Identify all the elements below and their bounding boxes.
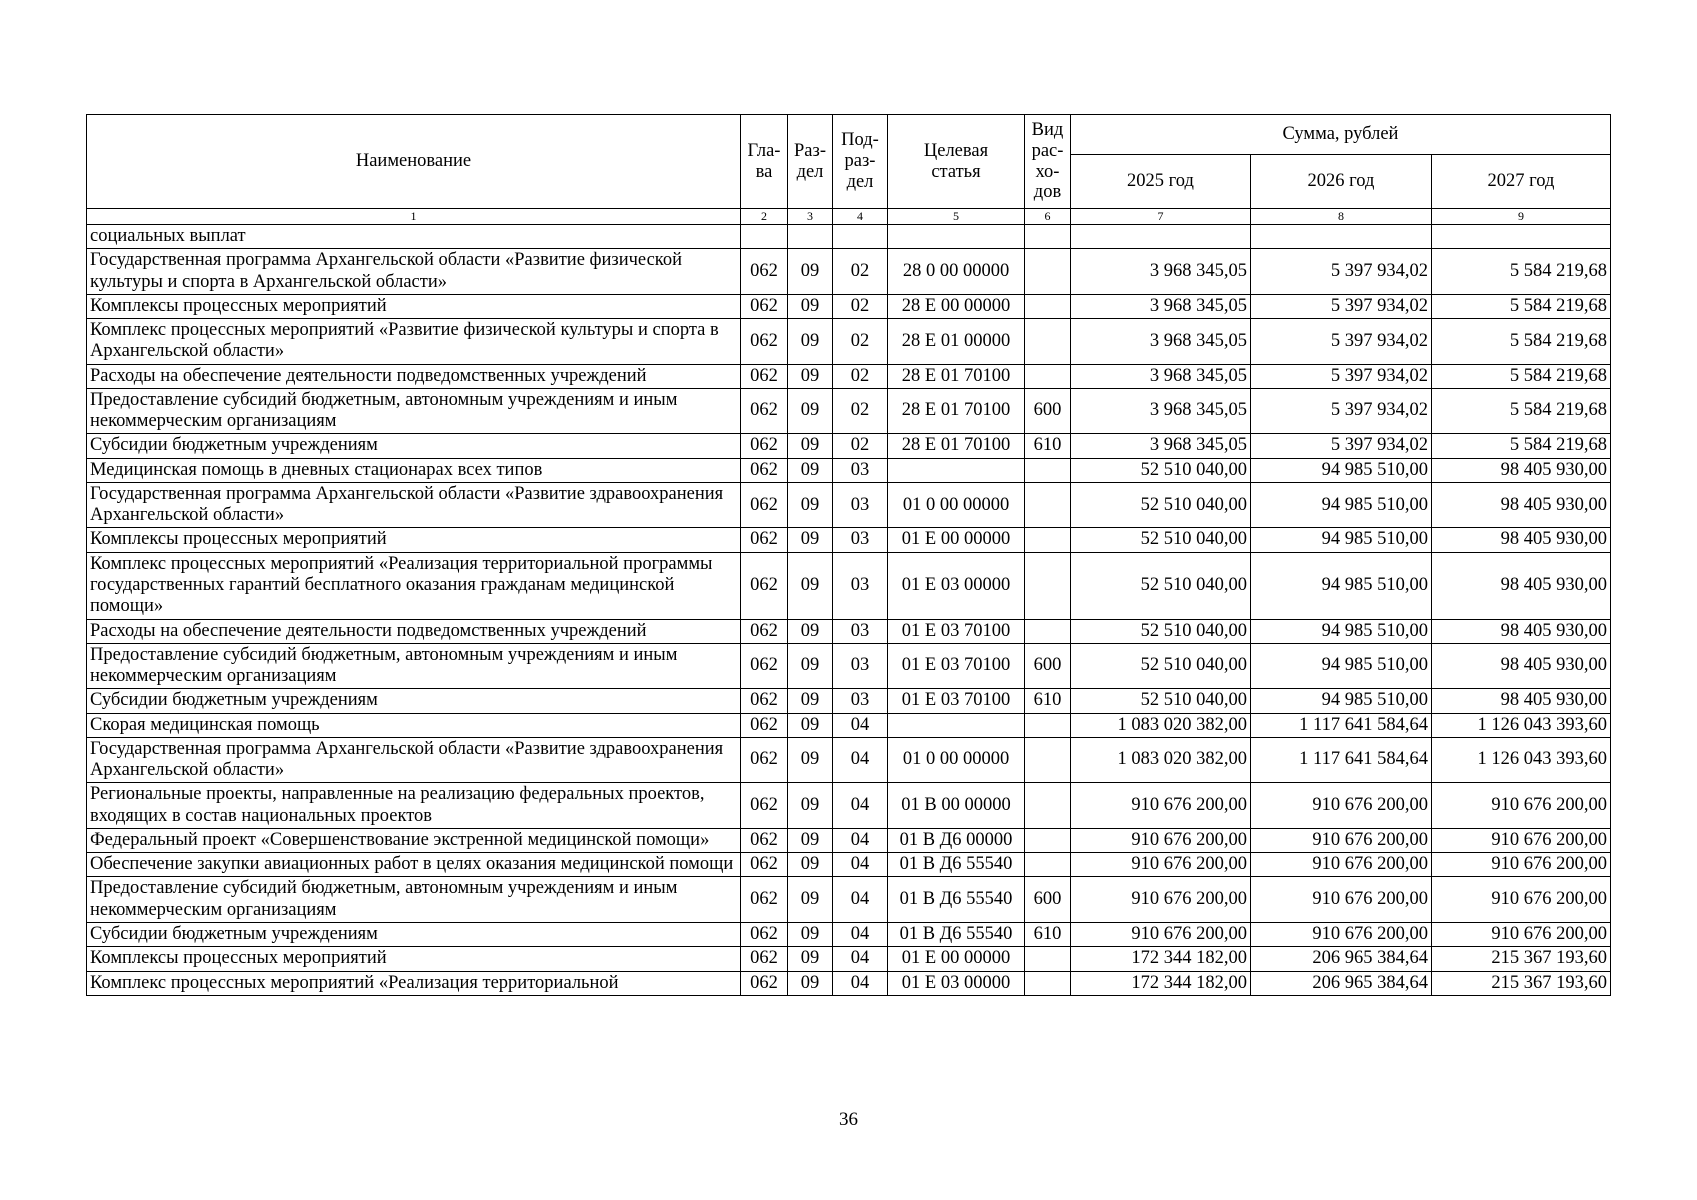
header-razdel-text: Раз- дел xyxy=(794,140,826,182)
page-number: 36 xyxy=(839,1109,858,1130)
row-podrazdel: 04 xyxy=(833,828,888,852)
row-vid-rashodov xyxy=(1025,249,1071,295)
row-vid-rashodov: 600 xyxy=(1025,877,1071,923)
row-name: Комплекс процессных мероприятий «Реализация территориальной xyxy=(87,971,741,995)
row-amount-2025: 52 510 040,00 xyxy=(1071,528,1251,552)
table-row xyxy=(87,458,1611,482)
row-name: Субсидии бюджетным учреждениям xyxy=(87,434,741,458)
row-amount-2026: 910 676 200,00 xyxy=(1251,783,1432,829)
row-name: Государственная программа Архангельской области «Развитие здравоохранения Архангельской области» xyxy=(87,737,741,783)
row-celevaya-statya: 28 Е 01 70100 xyxy=(888,364,1025,388)
row-amount-2027: 910 676 200,00 xyxy=(1432,783,1611,829)
header-year-2026: 2026 год xyxy=(1251,155,1432,209)
row-amount-2026: 94 985 510,00 xyxy=(1251,482,1432,528)
row-amount-2027: 1 126 043 393,60 xyxy=(1432,713,1611,737)
row-amount-2025: 910 676 200,00 xyxy=(1071,877,1251,923)
row-amount-2027: 910 676 200,00 xyxy=(1432,877,1611,923)
row-name: Комплексы процессных мероприятий xyxy=(87,294,741,318)
row-glava: 062 xyxy=(741,482,788,528)
row-glava: 062 xyxy=(741,388,788,434)
header-year-2025: 2025 год xyxy=(1071,155,1251,209)
row-razdel: 09 xyxy=(788,971,833,995)
row-name: Предоставление субсидий бюджетным, автономным учреждениям и иным некоммерческим организациям xyxy=(87,877,741,923)
row-podrazdel: 03 xyxy=(833,643,888,689)
row-glava: 062 xyxy=(741,552,788,619)
row-celevaya-statya: 01 0 00 00000 xyxy=(888,482,1025,528)
row-amount-2025: 52 510 040,00 xyxy=(1071,619,1251,643)
column-number: 1 xyxy=(87,209,741,225)
header-podrazdel-text: Под- раз- дел xyxy=(841,130,879,192)
row-vid-rashodov: 600 xyxy=(1025,643,1071,689)
row-podrazdel: 04 xyxy=(833,853,888,877)
row-podrazdel: 04 xyxy=(833,947,888,971)
row-amount-2025: 3 968 345,05 xyxy=(1071,319,1251,365)
header-year-2027: 2027 год xyxy=(1432,155,1611,209)
row-podrazdel: 02 xyxy=(833,249,888,295)
row-amount-2027: 910 676 200,00 xyxy=(1432,922,1611,946)
row-name: Комплекс процессных мероприятий «Реализация территориальной программы государственных гарантий бесплатного оказания гражданам медицинской помощи» xyxy=(87,552,741,619)
row-razdel: 09 xyxy=(788,528,833,552)
row-vid-rashodov xyxy=(1025,783,1071,829)
row-celevaya-statya: 01 0 00 00000 xyxy=(888,737,1025,783)
row-amount-2027 xyxy=(1432,225,1611,249)
column-number: 7 xyxy=(1071,209,1251,225)
row-name: Предоставление субсидий бюджетным, автономным учреждениям и иным некоммерческим организациям xyxy=(87,388,741,434)
row-amount-2026: 206 965 384,64 xyxy=(1251,947,1432,971)
header-podrazdel xyxy=(833,115,888,209)
row-amount-2026: 1 117 641 584,64 xyxy=(1251,737,1432,783)
row-name: Субсидии бюджетным учреждениям xyxy=(87,689,741,713)
row-podrazdel: 02 xyxy=(833,319,888,365)
row-podrazdel: 02 xyxy=(833,388,888,434)
table-row xyxy=(87,643,1611,689)
row-vid-rashodov xyxy=(1025,853,1071,877)
row-amount-2027: 910 676 200,00 xyxy=(1432,828,1611,852)
row-glava: 062 xyxy=(741,434,788,458)
row-amount-2026: 910 676 200,00 xyxy=(1251,828,1432,852)
row-glava xyxy=(741,225,788,249)
header-name: Наименование xyxy=(87,115,741,209)
row-amount-2027: 5 584 219,68 xyxy=(1432,364,1611,388)
row-name: Государственная программа Архангельской области «Развитие здравоохранения Архангельской области» xyxy=(87,482,741,528)
row-amount-2027: 98 405 930,00 xyxy=(1432,619,1611,643)
row-amount-2026: 910 676 200,00 xyxy=(1251,853,1432,877)
row-celevaya-statya: 01 Е 00 00000 xyxy=(888,528,1025,552)
row-amount-2027: 910 676 200,00 xyxy=(1432,853,1611,877)
row-podrazdel: 03 xyxy=(833,619,888,643)
row-razdel: 09 xyxy=(788,737,833,783)
row-podrazdel: 02 xyxy=(833,434,888,458)
header-razdel xyxy=(788,115,833,209)
row-name: Расходы на обеспечение деятельности подведомственных учреждений xyxy=(87,364,741,388)
column-number: 5 xyxy=(888,209,1025,225)
row-razdel: 09 xyxy=(788,364,833,388)
row-amount-2025: 1 083 020 382,00 xyxy=(1071,713,1251,737)
row-amount-2027: 98 405 930,00 xyxy=(1432,458,1611,482)
row-celevaya-statya: 01 В Д6 55540 xyxy=(888,853,1025,877)
row-podrazdel: 03 xyxy=(833,689,888,713)
column-number: 6 xyxy=(1025,209,1071,225)
table-row xyxy=(87,922,1611,946)
row-name: Медицинская помощь в дневных стационарах всех типов xyxy=(87,458,741,482)
row-amount-2027: 98 405 930,00 xyxy=(1432,552,1611,619)
header-row xyxy=(87,115,1611,155)
column-number: 8 xyxy=(1251,209,1432,225)
row-amount-2027: 215 367 193,60 xyxy=(1432,947,1611,971)
column-number-row xyxy=(87,209,1611,225)
table-row xyxy=(87,783,1611,829)
row-amount-2027: 98 405 930,00 xyxy=(1432,689,1611,713)
row-vid-rashodov: 600 xyxy=(1025,388,1071,434)
row-amount-2025: 910 676 200,00 xyxy=(1071,853,1251,877)
table-row xyxy=(87,225,1611,249)
row-amount-2027: 5 584 219,68 xyxy=(1432,249,1611,295)
row-glava: 062 xyxy=(741,458,788,482)
header-celevaya-text: Целевая статья xyxy=(923,140,989,182)
row-amount-2026: 5 397 934,02 xyxy=(1251,364,1432,388)
row-glava: 062 xyxy=(741,713,788,737)
row-vid-rashodov: 610 xyxy=(1025,922,1071,946)
row-razdel: 09 xyxy=(788,947,833,971)
table-row xyxy=(87,971,1611,995)
row-podrazdel: 03 xyxy=(833,552,888,619)
row-vid-rashodov xyxy=(1025,737,1071,783)
row-razdel: 09 xyxy=(788,552,833,619)
row-vid-rashodov xyxy=(1025,713,1071,737)
row-amount-2027: 5 584 219,68 xyxy=(1432,319,1611,365)
row-amount-2026: 94 985 510,00 xyxy=(1251,528,1432,552)
row-amount-2025 xyxy=(1071,225,1251,249)
table-row xyxy=(87,528,1611,552)
row-podrazdel: 04 xyxy=(833,737,888,783)
row-name: Субсидии бюджетным учреждениям xyxy=(87,922,741,946)
row-razdel: 09 xyxy=(788,828,833,852)
table-row xyxy=(87,877,1611,923)
row-name: Региональные проекты, направленные на реализацию федеральных проектов, входящих в состав национальных проектов xyxy=(87,783,741,829)
row-podrazdel: 02 xyxy=(833,294,888,318)
row-vid-rashodov xyxy=(1025,319,1071,365)
row-glava: 062 xyxy=(741,947,788,971)
row-name: Комплекс процессных мероприятий «Развитие физической культуры и спорта в Архангельской области» xyxy=(87,319,741,365)
row-amount-2026: 910 676 200,00 xyxy=(1251,922,1432,946)
row-celevaya-statya: 28 Е 01 70100 xyxy=(888,434,1025,458)
header-glava-text: Гла- ва xyxy=(747,140,781,182)
row-amount-2026 xyxy=(1251,225,1432,249)
table-row xyxy=(87,434,1611,458)
row-name: Комплексы процессных мероприятий xyxy=(87,528,741,552)
row-glava: 062 xyxy=(741,853,788,877)
row-celevaya-statya: 01 Е 03 70100 xyxy=(888,643,1025,689)
row-celevaya-statya: 28 Е 01 00000 xyxy=(888,319,1025,365)
row-amount-2027: 98 405 930,00 xyxy=(1432,643,1611,689)
row-amount-2025: 910 676 200,00 xyxy=(1071,828,1251,852)
row-vid-rashodov: 610 xyxy=(1025,434,1071,458)
row-glava: 062 xyxy=(741,922,788,946)
row-vid-rashodov xyxy=(1025,947,1071,971)
row-vid-rashodov xyxy=(1025,458,1071,482)
table-row xyxy=(87,737,1611,783)
row-razdel xyxy=(788,225,833,249)
row-vid-rashodov xyxy=(1025,225,1071,249)
row-podrazdel: 02 xyxy=(833,364,888,388)
row-vid-rashodov xyxy=(1025,528,1071,552)
header-celevaya-statya xyxy=(888,115,1025,209)
row-amount-2025: 52 510 040,00 xyxy=(1071,552,1251,619)
table-row xyxy=(87,249,1611,295)
row-celevaya-statya xyxy=(888,225,1025,249)
row-razdel: 09 xyxy=(788,319,833,365)
row-podrazdel: 04 xyxy=(833,877,888,923)
table-row xyxy=(87,853,1611,877)
row-razdel: 09 xyxy=(788,249,833,295)
row-amount-2027: 1 126 043 393,60 xyxy=(1432,737,1611,783)
row-vid-rashodov xyxy=(1025,552,1071,619)
row-podrazdel: 04 xyxy=(833,971,888,995)
row-razdel: 09 xyxy=(788,922,833,946)
row-amount-2025: 3 968 345,05 xyxy=(1071,388,1251,434)
table-row xyxy=(87,319,1611,365)
row-amount-2026: 94 985 510,00 xyxy=(1251,458,1432,482)
budget-table xyxy=(86,114,1611,996)
row-amount-2025: 3 968 345,05 xyxy=(1071,249,1251,295)
row-glava: 062 xyxy=(741,828,788,852)
row-amount-2026: 5 397 934,02 xyxy=(1251,294,1432,318)
row-glava: 062 xyxy=(741,619,788,643)
row-name: Государственная программа Архангельской области «Развитие физической культуры и спорта в Архангельской области» xyxy=(87,249,741,295)
row-glava: 062 xyxy=(741,249,788,295)
row-amount-2025: 3 968 345,05 xyxy=(1071,294,1251,318)
table-row xyxy=(87,828,1611,852)
row-amount-2025: 172 344 182,00 xyxy=(1071,971,1251,995)
row-name: Обеспечение закупки авиационных работ в целях оказания медицинской помощи xyxy=(87,853,741,877)
row-amount-2026: 206 965 384,64 xyxy=(1251,971,1432,995)
table-row xyxy=(87,947,1611,971)
table-row xyxy=(87,482,1611,528)
row-vid-rashodov xyxy=(1025,482,1071,528)
header-glava xyxy=(741,115,788,209)
row-amount-2025: 52 510 040,00 xyxy=(1071,689,1251,713)
table-row xyxy=(87,713,1611,737)
row-celevaya-statya: 01 В Д6 55540 xyxy=(888,922,1025,946)
table-row xyxy=(87,619,1611,643)
row-amount-2025: 52 510 040,00 xyxy=(1071,482,1251,528)
row-glava: 062 xyxy=(741,971,788,995)
header-vid-text: Вид рас- хо- дов xyxy=(1031,119,1064,203)
row-celevaya-statya: 01 В Д6 55540 xyxy=(888,877,1025,923)
row-glava: 062 xyxy=(741,643,788,689)
row-name: социальных выплат xyxy=(87,225,741,249)
row-vid-rashodov xyxy=(1025,828,1071,852)
row-podrazdel: 04 xyxy=(833,783,888,829)
row-celevaya-statya xyxy=(888,713,1025,737)
row-celevaya-statya: 01 В 00 00000 xyxy=(888,783,1025,829)
column-number: 9 xyxy=(1432,209,1611,225)
row-amount-2026: 5 397 934,02 xyxy=(1251,319,1432,365)
row-podrazdel xyxy=(833,225,888,249)
row-razdel: 09 xyxy=(788,713,833,737)
row-celevaya-statya: 28 0 00 00000 xyxy=(888,249,1025,295)
row-amount-2026: 910 676 200,00 xyxy=(1251,877,1432,923)
column-number: 2 xyxy=(741,209,788,225)
row-podrazdel: 03 xyxy=(833,482,888,528)
row-razdel: 09 xyxy=(788,877,833,923)
row-razdel: 09 xyxy=(788,783,833,829)
row-amount-2027: 215 367 193,60 xyxy=(1432,971,1611,995)
row-glava: 062 xyxy=(741,783,788,829)
row-vid-rashodov xyxy=(1025,364,1071,388)
row-razdel: 09 xyxy=(788,619,833,643)
row-glava: 062 xyxy=(741,364,788,388)
row-razdel: 09 xyxy=(788,853,833,877)
row-amount-2027: 5 584 219,68 xyxy=(1432,294,1611,318)
row-vid-rashodov xyxy=(1025,971,1071,995)
row-razdel: 09 xyxy=(788,458,833,482)
row-amount-2026: 5 397 934,02 xyxy=(1251,388,1432,434)
row-amount-2026: 5 397 934,02 xyxy=(1251,434,1432,458)
row-amount-2027: 5 584 219,68 xyxy=(1432,434,1611,458)
row-amount-2025: 52 510 040,00 xyxy=(1071,458,1251,482)
row-amount-2025: 52 510 040,00 xyxy=(1071,643,1251,689)
row-celevaya-statya xyxy=(888,458,1025,482)
table-row xyxy=(87,689,1611,713)
row-celevaya-statya: 01 Е 03 70100 xyxy=(888,689,1025,713)
row-glava: 062 xyxy=(741,528,788,552)
row-podrazdel: 03 xyxy=(833,528,888,552)
row-amount-2026: 94 985 510,00 xyxy=(1251,689,1432,713)
row-amount-2026: 94 985 510,00 xyxy=(1251,643,1432,689)
table-row xyxy=(87,388,1611,434)
header-vid-rashodov xyxy=(1025,115,1071,209)
row-amount-2025: 910 676 200,00 xyxy=(1071,783,1251,829)
row-amount-2026: 1 117 641 584,64 xyxy=(1251,713,1432,737)
row-name: Предоставление субсидий бюджетным, автономным учреждениям и иным некоммерческим организациям xyxy=(87,643,741,689)
row-celevaya-statya: 01 Е 00 00000 xyxy=(888,947,1025,971)
row-razdel: 09 xyxy=(788,482,833,528)
row-amount-2025: 172 344 182,00 xyxy=(1071,947,1251,971)
row-glava: 062 xyxy=(741,877,788,923)
row-name: Скорая медицинская помощь xyxy=(87,713,741,737)
row-vid-rashodov: 610 xyxy=(1025,689,1071,713)
row-amount-2025: 1 083 020 382,00 xyxy=(1071,737,1251,783)
row-vid-rashodov xyxy=(1025,294,1071,318)
row-glava: 062 xyxy=(741,737,788,783)
row-podrazdel: 04 xyxy=(833,713,888,737)
row-amount-2025: 3 968 345,05 xyxy=(1071,434,1251,458)
column-number: 3 xyxy=(788,209,833,225)
row-razdel: 09 xyxy=(788,294,833,318)
table-body xyxy=(87,225,1611,996)
row-glava: 062 xyxy=(741,294,788,318)
row-amount-2025: 3 968 345,05 xyxy=(1071,364,1251,388)
row-amount-2026: 94 985 510,00 xyxy=(1251,552,1432,619)
row-celevaya-statya: 01 В Д6 00000 xyxy=(888,828,1025,852)
column-number: 4 xyxy=(833,209,888,225)
row-podrazdel: 04 xyxy=(833,922,888,946)
row-celevaya-statya: 01 Е 03 00000 xyxy=(888,971,1025,995)
row-razdel: 09 xyxy=(788,689,833,713)
row-razdel: 09 xyxy=(788,643,833,689)
row-name: Расходы на обеспечение деятельности подведомственных учреждений xyxy=(87,619,741,643)
row-amount-2026: 94 985 510,00 xyxy=(1251,619,1432,643)
table-row xyxy=(87,364,1611,388)
row-celevaya-statya: 28 Е 01 70100 xyxy=(888,388,1025,434)
row-amount-2027: 98 405 930,00 xyxy=(1432,528,1611,552)
header-summa: Сумма, рублей xyxy=(1071,115,1611,155)
row-amount-2027: 5 584 219,68 xyxy=(1432,388,1611,434)
table-row xyxy=(87,294,1611,318)
row-amount-2025: 910 676 200,00 xyxy=(1071,922,1251,946)
row-razdel: 09 xyxy=(788,388,833,434)
row-celevaya-statya: 01 Е 03 00000 xyxy=(888,552,1025,619)
table-row xyxy=(87,552,1611,619)
row-celevaya-statya: 28 Е 00 00000 xyxy=(888,294,1025,318)
row-razdel: 09 xyxy=(788,434,833,458)
row-vid-rashodov xyxy=(1025,619,1071,643)
row-glava: 062 xyxy=(741,689,788,713)
row-name: Комплексы процессных мероприятий xyxy=(87,947,741,971)
row-amount-2027: 98 405 930,00 xyxy=(1432,482,1611,528)
row-celevaya-statya: 01 Е 03 70100 xyxy=(888,619,1025,643)
row-amount-2026: 5 397 934,02 xyxy=(1251,249,1432,295)
row-glava: 062 xyxy=(741,319,788,365)
row-podrazdel: 03 xyxy=(833,458,888,482)
row-name: Федеральный проект «Совершенствование экстренной медицинской помощи» xyxy=(87,828,741,852)
